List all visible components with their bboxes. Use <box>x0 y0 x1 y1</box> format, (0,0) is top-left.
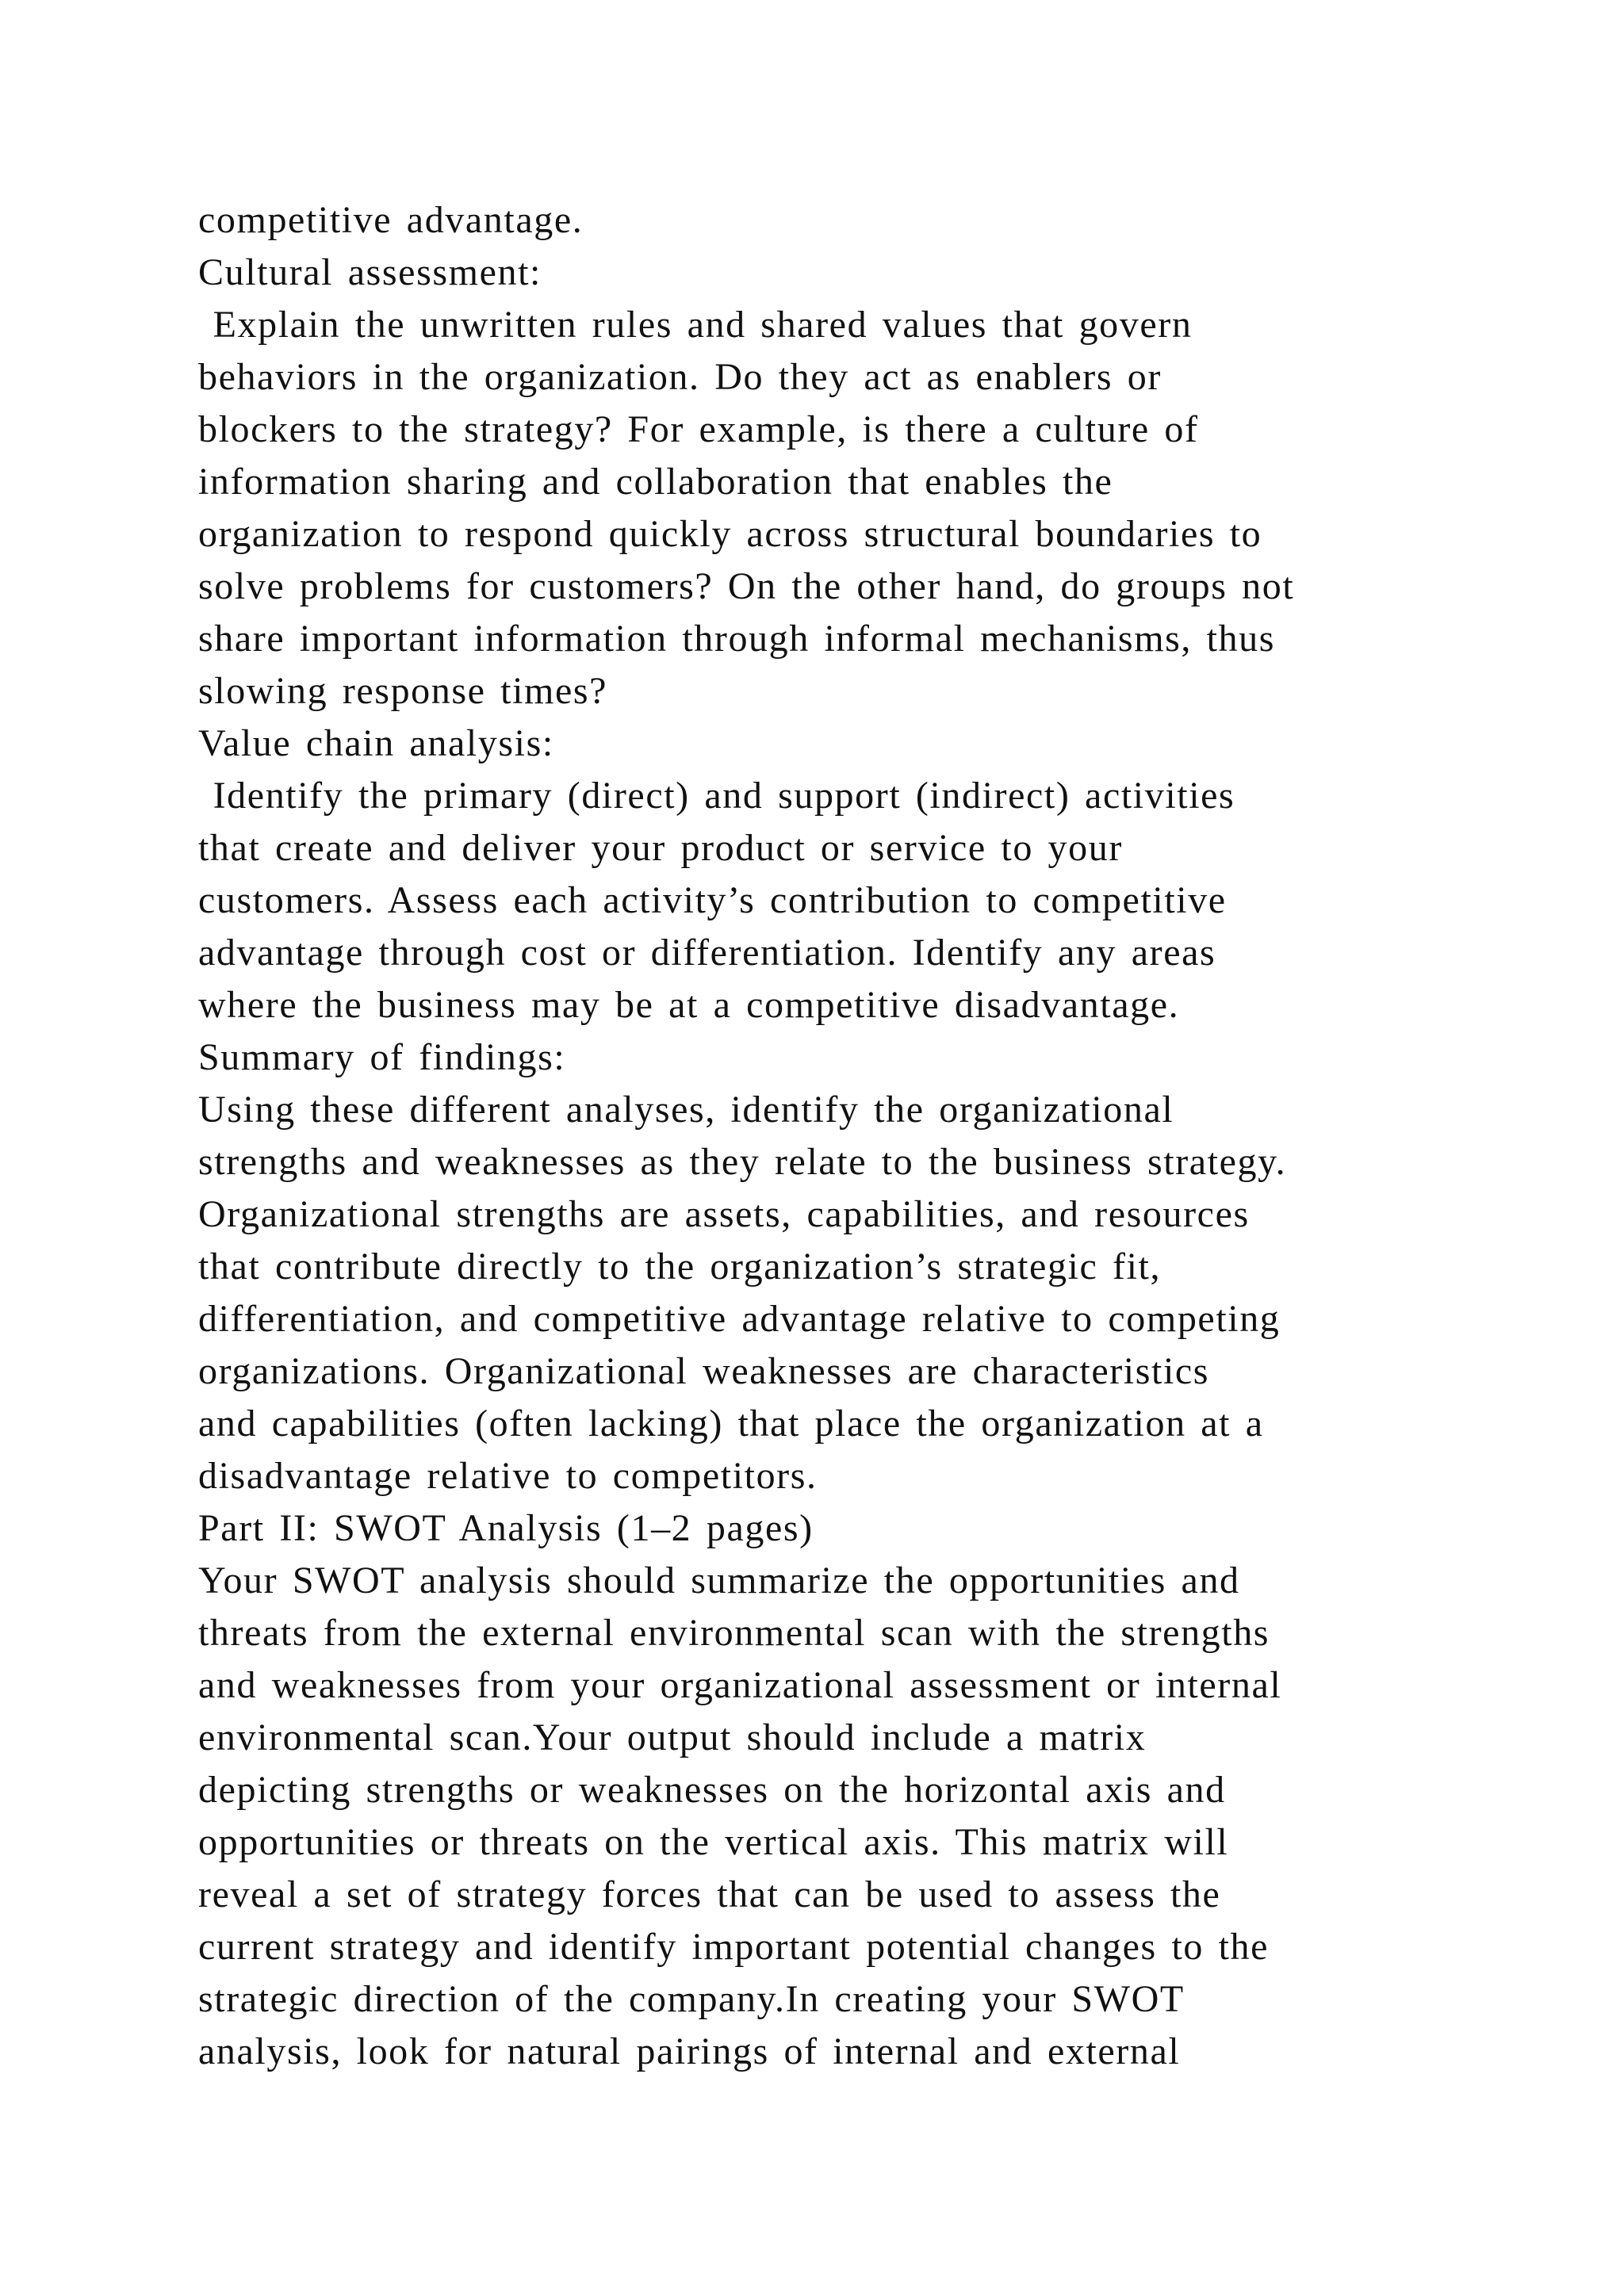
text-line: reveal a set of strategy forces that can be used to assess the <box>198 1873 1221 1915</box>
text-line: behaviors in the organization. Do they act as enablers or <box>198 356 1162 398</box>
text-line: solve problems for customers? On the other hand, do groups not <box>198 565 1295 607</box>
text-line: share important information through informal mechanisms, thus <box>198 618 1276 660</box>
text-line: that create and deliver your product or service to your <box>198 827 1123 869</box>
text-line: information sharing and collaboration that enables the <box>198 461 1113 503</box>
text-line: and capabilities (often lacking) that place the organization at a <box>198 1402 1264 1445</box>
section-heading-swot-analysis: Part II: SWOT Analysis (1–2 pages) <box>198 1507 814 1549</box>
section-heading-value-chain-analysis: Value chain analysis: <box>198 722 554 764</box>
text-line: Identify the primary (direct) and support (indirect) activities <box>198 775 1235 817</box>
text-line: opportunities or threats on the vertical axis. This matrix will <box>198 1821 1229 1863</box>
text-line: Using these different analyses, identify the organizational <box>198 1089 1174 1131</box>
text-line: organization to respond quickly across structural boundaries to <box>198 513 1262 555</box>
text-line: where the business may be at a competitive disadvantage. <box>198 984 1180 1026</box>
text-line: blockers to the strategy? For example, is there a culture of <box>198 408 1199 450</box>
text-line: strengths and weaknesses as they relate to the business strategy. <box>198 1141 1287 1183</box>
text-line: analysis, look for natural pairings of internal and external <box>198 2030 1181 2072</box>
text-line: threats from the external environmental scan with the strengths <box>198 1612 1270 1654</box>
section-heading-cultural-assessment: Cultural assessment: <box>198 251 542 293</box>
text-line: depicting strengths or weaknesses on the horizontal axis and <box>198 1769 1226 1811</box>
text-line: current strategy and identify important potential changes to the <box>198 1926 1270 1968</box>
text-line: strategic direction of the company.In creating your SWOT <box>198 1978 1185 2020</box>
text-line: customers. Assess each activity’s contribution to competitive <box>198 879 1227 921</box>
section-heading-summary-of-findings: Summary of findings: <box>198 1036 566 1078</box>
text-line: advantage through cost or differentiation. Identify any areas <box>198 932 1216 974</box>
text-line: disadvantage relative to competitors. <box>198 1455 818 1497</box>
document-page <box>198 194 1483 2078</box>
text-line: environmental scan.Your output should include a matrix <box>198 1716 1147 1758</box>
text-line: competitive advantage. <box>198 199 584 241</box>
text-line: Organizational strengths are assets, capabilities, and resources <box>198 1193 1250 1235</box>
text-line: and weaknesses from your organizational assessment or internal <box>198 1664 1282 1706</box>
text-line: slowing response times? <box>198 670 608 712</box>
text-line: Your SWOT analysis should summarize the opportunities and <box>198 1559 1240 1601</box>
text-line: organizations. Organizational weaknesses are characteristics <box>198 1350 1210 1392</box>
text-line: differentiation, and competitive advantage relative to competing <box>198 1298 1281 1340</box>
text-line: Explain the unwritten rules and shared values that govern <box>198 304 1193 346</box>
text-line: that contribute directly to the organization’s strategic fit, <box>198 1246 1162 1288</box>
